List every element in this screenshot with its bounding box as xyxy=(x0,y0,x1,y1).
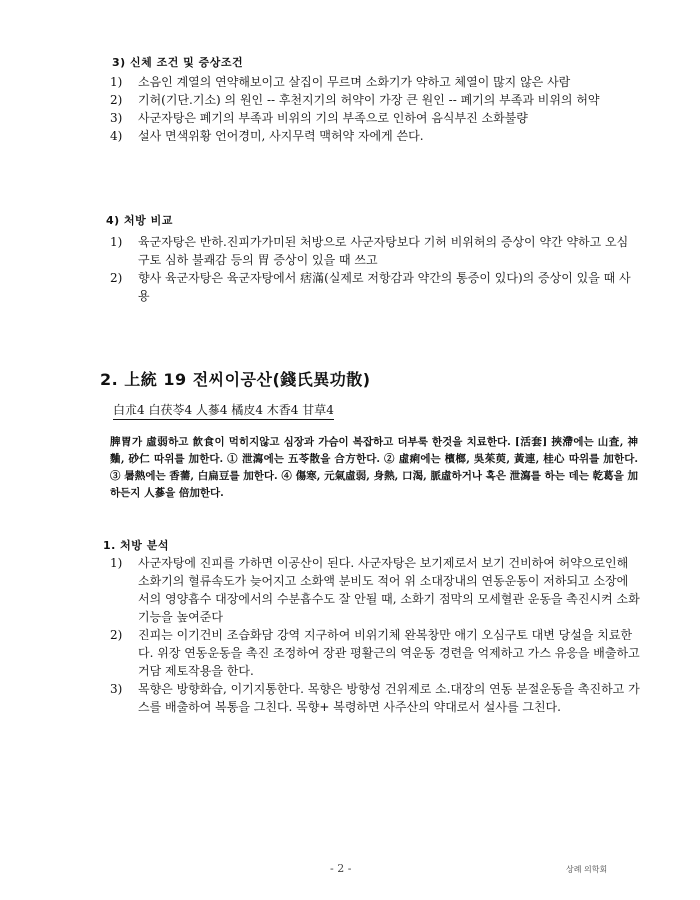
list-item: 4) 설사 면색위황 언어경미, 사지무력 맥허약 자에게 쓴다. xyxy=(110,129,424,143)
list-item: 2) 진피는 이기건비 조습화담 강역 지구하여 비위기체 완복창만 애기 오심구토 대변 당설을 치료한다. 위장 연동운동을 촉진 조정하여 장관 평활근의 역운동 경련을 억제하고 가스 유응을 배출하고 거담 제토작용을 한다. xyxy=(110,628,640,678)
conditions-list xyxy=(110,73,640,145)
footer-organization: 상례 의학회 xyxy=(566,865,608,874)
comparison-list xyxy=(110,233,640,305)
list-item: 2) 기허(기단.기소) 의 원인 -- 후천지기의 허약이 가장 큰 원인 -- 폐기의 부족과 비위의 허약 xyxy=(110,93,600,107)
section-heading-comparison: 4) 처방 비교 xyxy=(106,214,173,227)
list-item: 2) 향사 육군자탕은 육군자탕에서 痞滿(실제로 저항감과 약간의 통증이 있다)의 증상이 있을 때 사용 xyxy=(110,271,631,303)
analysis-list xyxy=(110,554,640,716)
section-heading-analysis: 1. 처방 분석 xyxy=(103,539,169,552)
page-number: - 2 - xyxy=(330,862,352,875)
section-heading-conditions: 3) 신체 조건 및 증상조건 xyxy=(112,56,244,69)
prescription-title: 2. 上統 19 전씨이공산(錢氏異功散) xyxy=(100,370,371,389)
list-item: 3) 사군자탕은 폐기의 부족과 비위의 기의 부족으로 인하여 음식부진 소화불량 xyxy=(110,111,528,125)
list-item: 1) 육군자탕은 반하.진피가가미된 처방으로 사군자탕보다 기허 비위허의 증상이 약간 약하고 오심 구토 심하 불쾌감 등의 胃 증상이 있을 때 쓰고 xyxy=(110,235,629,267)
list-item: 1) 소음인 계열의 연약해보이고 살집이 무르며 소화기가 약하고 체열이 많지 않은 사람 xyxy=(110,75,571,89)
prescription-formula: 白朮4 白茯苓4 人蔘4 橘皮4 木香4 甘草4 xyxy=(113,401,334,420)
prescription-description: 脾胃가 虛弱하고 飮食이 먹히지않고 심장과 가슴이 복잡하고 더부룩 한것을 치료한다. [活套] 挾滯에는 山査, 神麯, 砂仁 따위를 加한다. ① 泄瀉에는 五苓散을 合方한다. ② 虛痢에는 檳榔, 吳茱萸, 黃連, 桂心 따위를 加한다. ③ 暑熱에는 香薷, 白扁豆를 加한다. ④ 傷寒, 元氣虛弱, 身熱, 口渴, 脈虛하거나 혹은 泄瀉를 하는 데는 乾葛을 加하든지 人蔘을 倍加한다. xyxy=(110,436,638,499)
list-item: 1) 사군자탕에 진피를 가하면 이공산이 된다. 사군자탕은 보기제로서 보기 건비하여 허약으로인해 소화기의 혈류속도가 늦어지고 소화액 분비도 적어 위 소대장내의 연동운동이 저하되고 소장에 서의 영양흡수 대장에서의 수분흡수도 잘 안될 때, 소화기 점막의 모세혈관 운동을 촉진시켜 소화기능을 높여준다 xyxy=(110,556,640,624)
list-item: 3) 목향은 방향화습, 이기지통한다. 목향은 방향성 건위제로 소.대장의 연동 분절운동을 촉진하고 가스를 배출하여 복통을 그친다. 목향+ 복령하면 사주산의 약대로서 설사를 그친다. xyxy=(110,682,640,714)
